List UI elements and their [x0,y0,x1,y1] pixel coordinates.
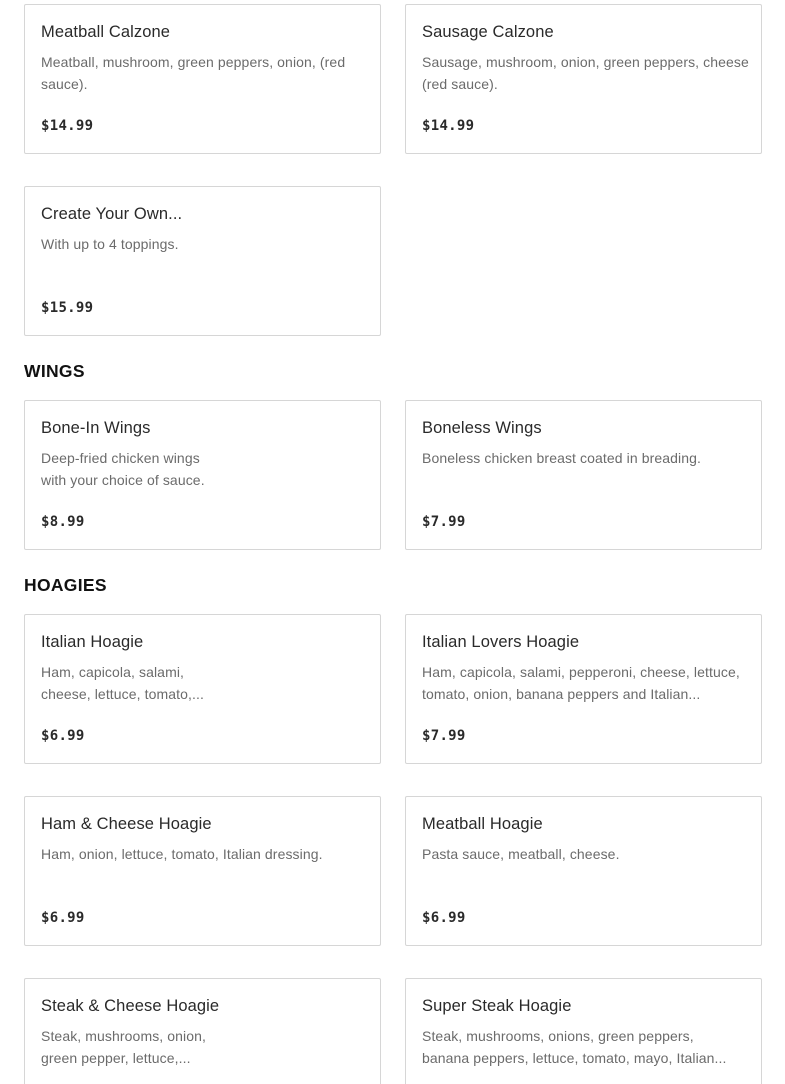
item-price: $14.99 [41,118,94,134]
item-name: Ham & Cheese Hoagie [41,815,212,833]
item-name: Steak & Cheese Hoagie [41,997,220,1015]
menu-item-card[interactable] [405,614,762,764]
menu-item-card[interactable] [24,400,381,550]
item-name: Super Steak Hoagie [422,997,572,1015]
item-name: Create Your Own... [41,205,183,223]
menu-item-card[interactable] [405,400,762,550]
item-description: Ham, capicola, salami, pepperoni, cheese, lettuce, tomato, onion, banana peppers and Italian... [422,664,740,702]
item-name: Boneless Wings [422,419,542,437]
item-price: $6.99 [41,910,85,926]
item-name: Sausage Calzone [422,23,554,41]
item-price: $6.99 [422,910,466,926]
item-description: Deep-fried chicken wings with your choice of sauce. [41,450,205,488]
item-name: Meatball Hoagie [422,815,543,833]
item-description: Sausage, mushroom, onion, green peppers, cheese (red sauce). [422,54,749,92]
menu-item-card[interactable] [405,4,762,154]
menu-item-card[interactable] [24,4,381,154]
item-name: Italian Lovers Hoagie [422,633,580,651]
item-price: $8.99 [41,514,85,530]
menu-item-card[interactable] [24,978,381,1084]
item-name: Bone-In Wings [41,419,151,437]
item-description: Ham, onion, lettuce, tomato, Italian dressing. [41,846,323,862]
menu-item-card[interactable] [405,978,762,1084]
menu-item-card[interactable] [405,796,762,946]
menu-item-card[interactable] [24,796,381,946]
item-description: Ham, capicola, salami, cheese, lettuce, tomato,... [41,664,205,702]
menu-item-card[interactable] [24,614,381,764]
item-description: Meatball, mushroom, green peppers, onion, (red sauce). [41,54,346,92]
item-name: Italian Hoagie [41,633,144,651]
item-price: $14.99 [422,118,475,134]
menu-item-card[interactable] [24,186,381,336]
item-description: Steak, mushrooms, onions, green peppers, banana peppers, lettuce, tomato, mayo, Italian... [422,1028,727,1066]
section-title-hoagies: HOAGIES [24,575,107,595]
item-price: $7.99 [422,514,466,530]
item-description: Pasta sauce, meatball, cheese. [422,846,620,862]
item-price: $6.99 [41,728,85,744]
section-title-wings: WINGS [24,361,85,381]
item-price: $15.99 [41,300,94,316]
item-description: Steak, mushrooms, onion, green pepper, lettuce,... [41,1028,207,1066]
item-description: Boneless chicken breast coated in breading. [422,450,702,466]
item-name: Meatball Calzone [41,23,171,41]
item-price: $7.99 [422,728,466,744]
item-description: With up to 4 toppings. [41,236,179,252]
